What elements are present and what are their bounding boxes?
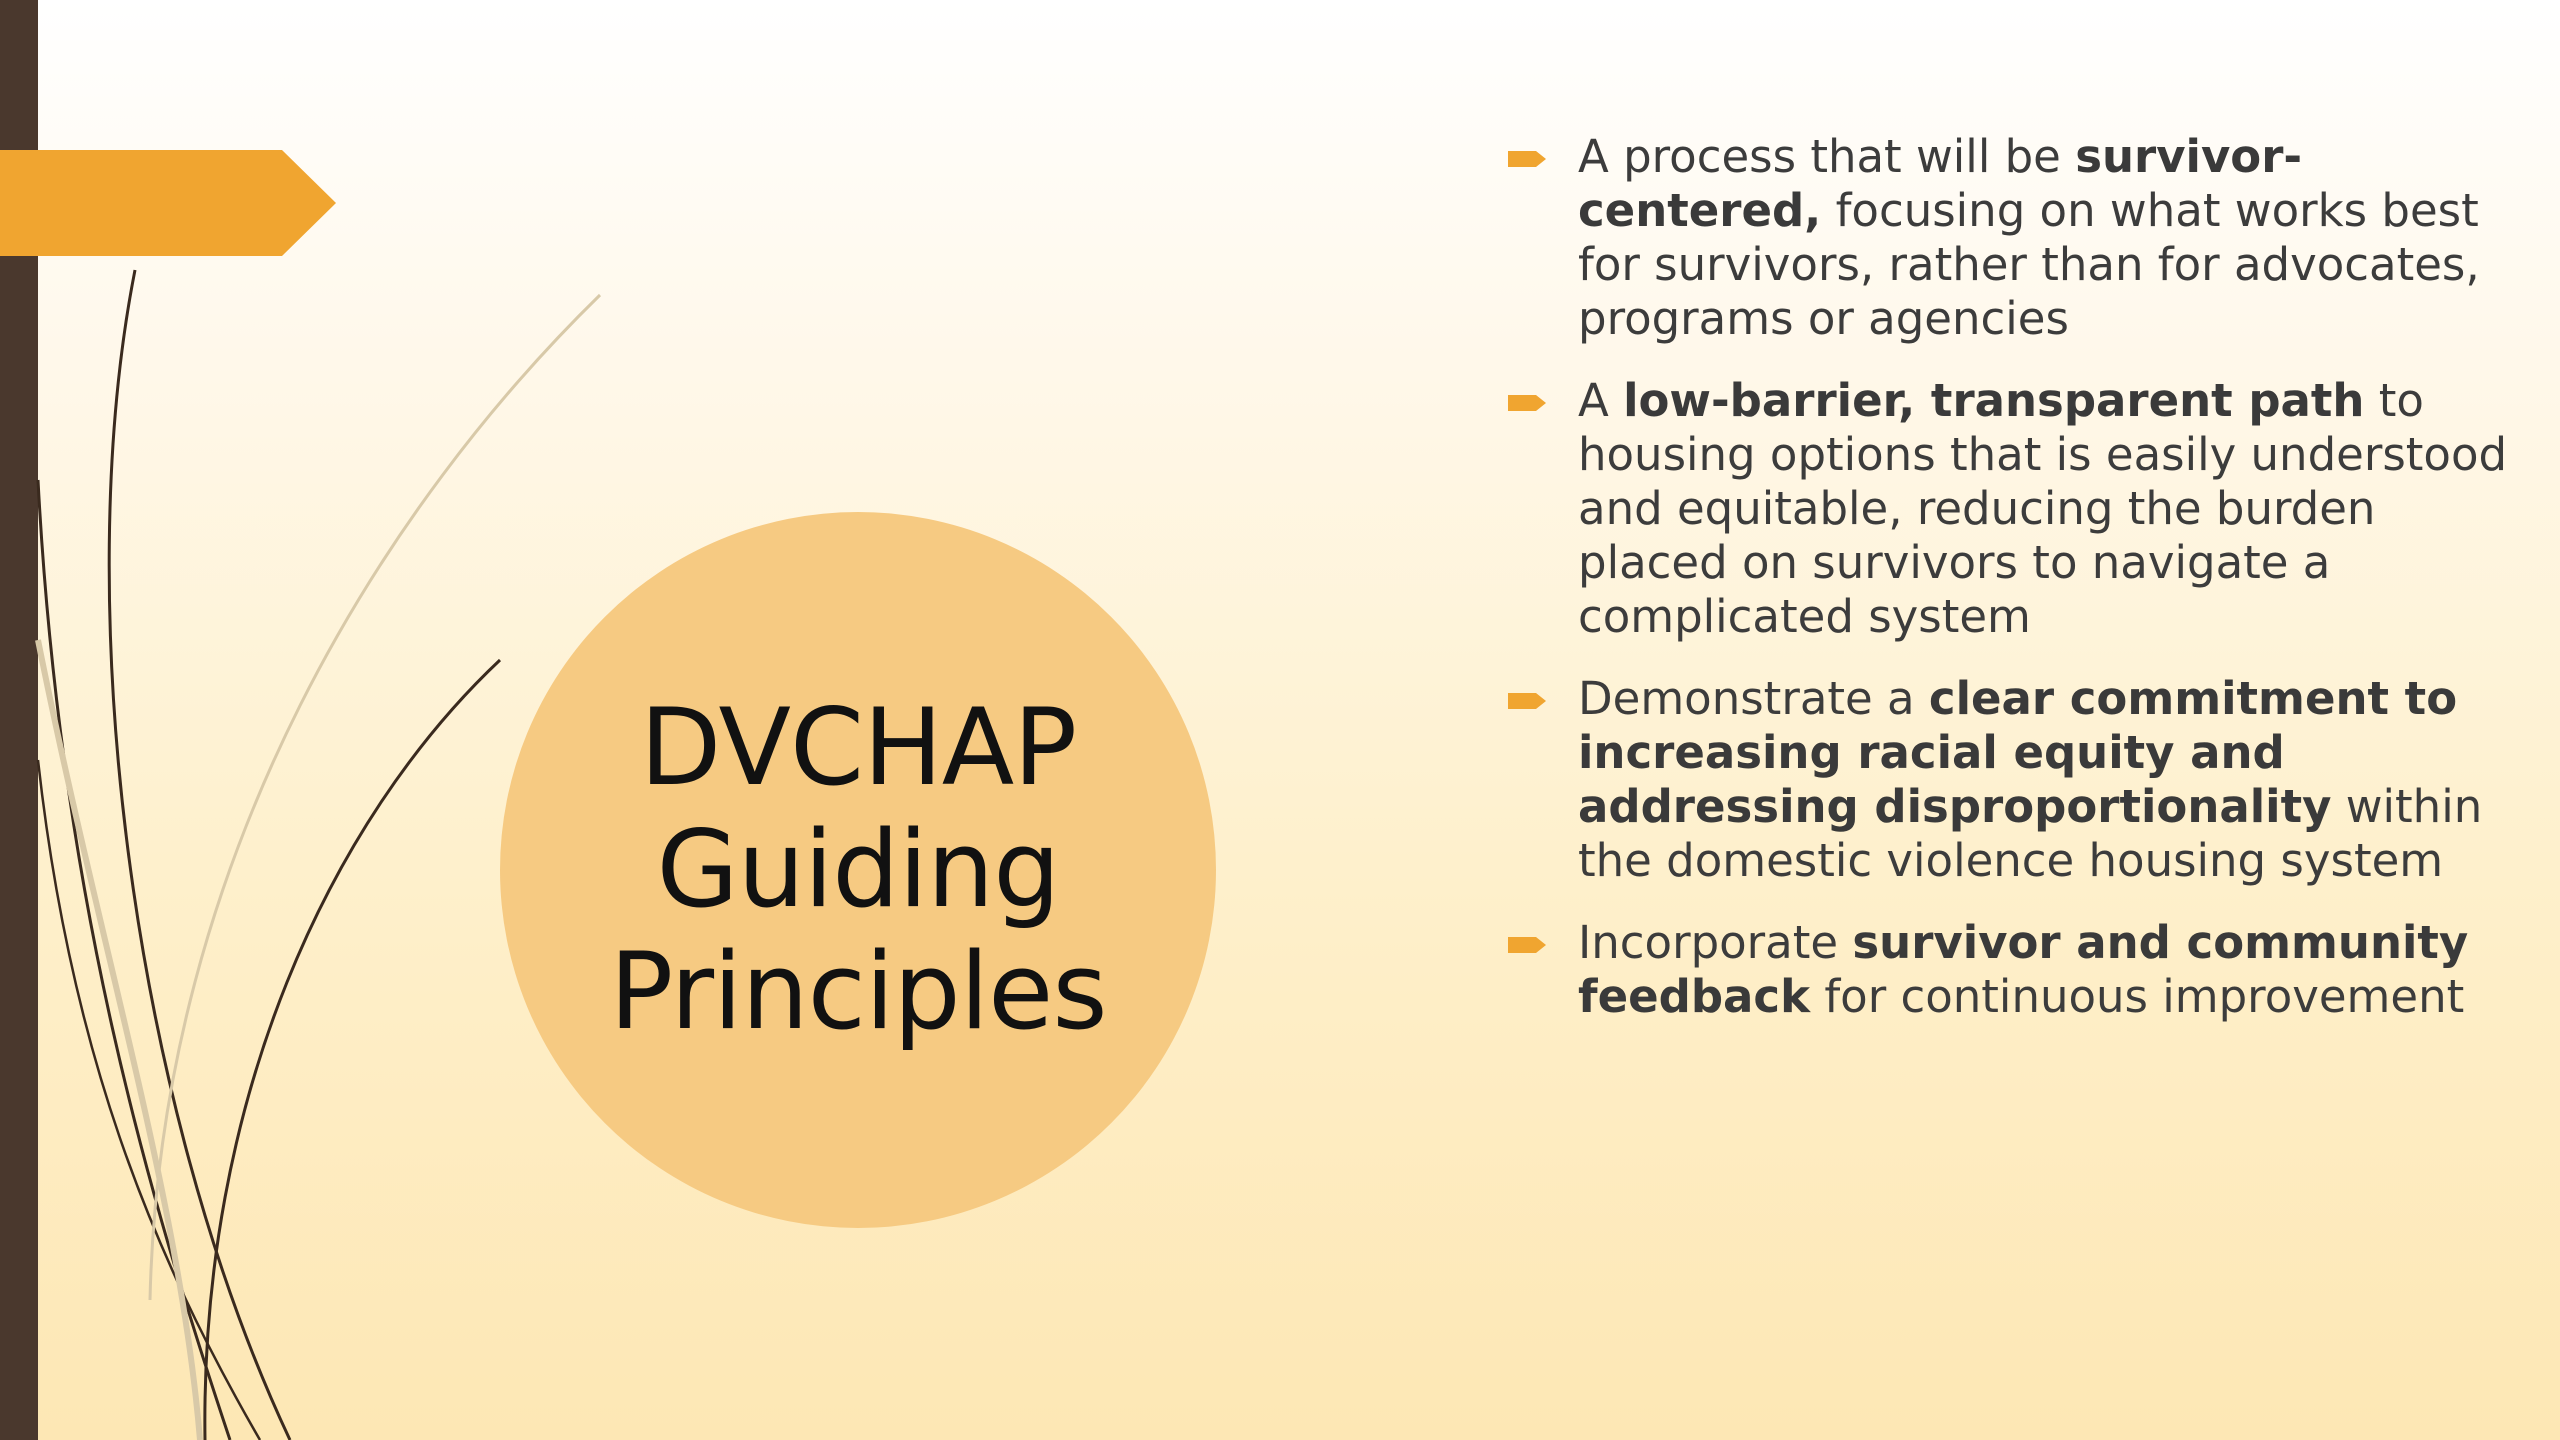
- bullet-text: A process that will be survivor-centered, focusing on what works best for survivors, rather than for advocates, programs or agencies: [1578, 130, 2480, 345]
- arrow-right-icon: [1508, 935, 1546, 955]
- title-circle: [500, 512, 1216, 1228]
- bullet-text: A low-barrier, transparent path to housing options that is easily understood and equitable, reducing the burden placed on survivors to navigate a complicated system: [1578, 374, 2508, 643]
- bullet-text: Demonstrate a clear commitment to increasing racial equity and addressing disproportionality within the domestic violence housing system: [1578, 672, 2483, 887]
- bullet-text: Incorporate survivor and community feedback for continuous improvement: [1578, 916, 2469, 1023]
- bullet-item: [1508, 672, 2508, 888]
- arrow-right-icon: [1508, 149, 1546, 169]
- arrow-right-icon: [1508, 393, 1546, 413]
- bullet-item: [1508, 130, 2508, 346]
- bullet-item: [1508, 374, 2508, 644]
- arrow-right-icon: [1508, 691, 1546, 711]
- bullet-item: [1508, 916, 2508, 1024]
- bullet-list: [1508, 130, 2508, 1052]
- title-line-3: Principles: [609, 929, 1107, 1053]
- title-line-2: Guiding: [656, 808, 1060, 932]
- slide-title: [609, 687, 1106, 1053]
- title-line-1: DVCHAP: [639, 686, 1077, 810]
